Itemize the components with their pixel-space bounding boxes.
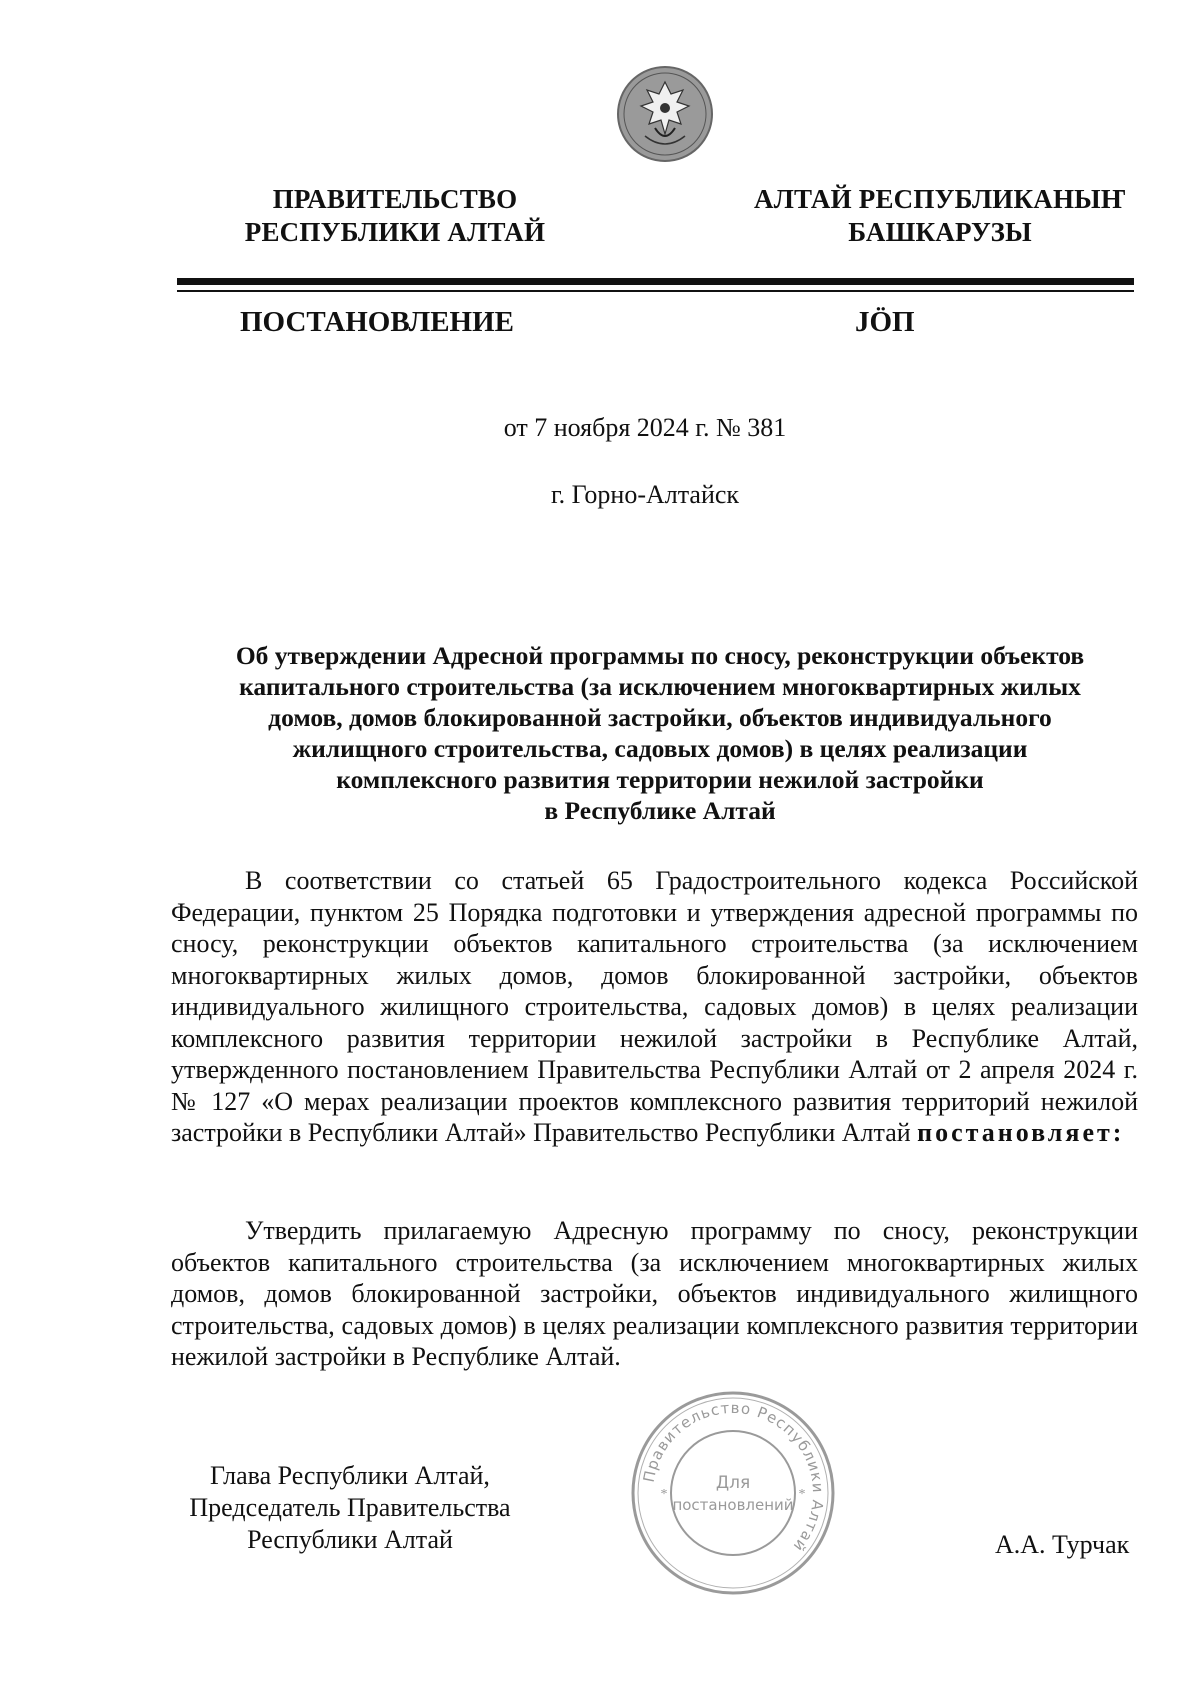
official-seal-stamp <box>628 1388 838 1598</box>
signatory-position <box>170 1460 530 1556</box>
resolution-keyword: постановляет: <box>917 1118 1125 1147</box>
body-paragraph-1-text: В соответствии со статьей 65 Градостроительного кодекса Российской Федерации, пунктом 25 Порядка подготовки и утверждения адресной программы по сносу, реконструкции объектов капитального строительства (за исключением многоквартирных жилых домов, домов блокированной застройки, объектов индивидуального жилищного строительства, садовых домов) в целях реализации комплексного развития территории нежилой застройки в Республике Алтай, утвержденного постановлением Правительства Республики Алтай от 2 апреля 2024 г. № 127 «О мерах реализации проектов комплексного развития территорий нежилой застройки в Республики Алтай» Правительство Республики Алтай <box>171 866 1138 1147</box>
header-left-line2: РЕСПУБЛИКИ АЛТАЙ <box>244 217 546 247</box>
document-title <box>170 640 1150 826</box>
header-right-line2: БАШКАРУЗЫ <box>848 217 1032 247</box>
title-line: Об утверждении Адресной программы по сносу, реконструкции объектов <box>235 641 1085 670</box>
signatory-position-line1: Глава Республики Алтай, <box>210 1461 490 1490</box>
header-right-line1: АЛТАЙ РЕСПУБЛИКАНЫҤ <box>754 184 1126 214</box>
coat-of-arms-emblem <box>615 64 715 164</box>
body-paragraph-2: Утвердить прилагаемую Адресную программу по сносу, реконструкции объектов капитального строительства (за исключением многоквартирных жилых домов, домов блокированной застройки, объектов индивидуального жилищного строительства, садовых домов) в целях реализации комплексного развития территории нежилой застройки в Республике Алтай. <box>171 1216 1138 1371</box>
title-line: жилищного строительства, садовых домов) в целях реализации <box>292 734 1028 763</box>
signatory-name: А.А. Турчак <box>995 1530 1130 1559</box>
title-line: комплексного развития территории нежилой застройки <box>336 765 984 794</box>
header-right <box>720 183 1160 249</box>
seal-star-icon: * <box>798 1487 806 1502</box>
title-line: домов, домов блокированной застройки, объектов индивидуального <box>268 703 1052 732</box>
seal-center-line2: постановлений <box>672 1496 794 1514</box>
seal-ring-text: Правительство Республики Алтай <box>639 1398 828 1556</box>
city: г. Горно-Алтайск <box>550 480 740 509</box>
signatory-position-line2: Председатель Правительства <box>189 1493 511 1522</box>
date-number: от 7 ноября 2024 г. № 381 <box>503 413 787 442</box>
header-left-line1: ПРАВИТЕЛЬСТВО <box>272 184 518 214</box>
title-line: в Республике Алтай <box>544 796 776 825</box>
seal-center-line1: Для <box>715 1473 751 1493</box>
doc-type-russian: ПОСТАНОВЛЕНИЕ <box>240 306 515 338</box>
header-divider-thin <box>177 290 1134 292</box>
doc-type-altai: ЈӦП <box>855 306 915 338</box>
signatory-position-line3: Республики Алтай <box>247 1525 453 1554</box>
seal-star-icon: * <box>660 1487 668 1502</box>
header-divider-thick <box>177 278 1134 285</box>
header-left <box>200 183 590 249</box>
title-line: капитального строительства (за исключением многоквартирных жилых <box>239 672 1081 701</box>
body-paragraph-1 <box>171 865 1138 1149</box>
